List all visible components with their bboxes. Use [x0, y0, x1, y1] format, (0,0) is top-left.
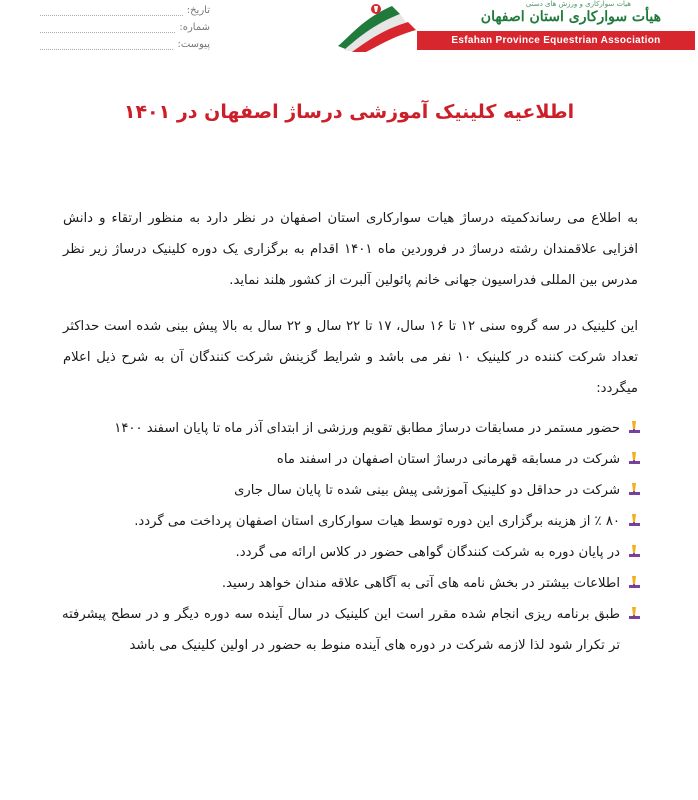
association-subtitle: هیأت سوارکاری و ورزش های دستی [525, 0, 631, 8]
pencil-icon [626, 605, 642, 621]
pencil-icon [626, 543, 642, 559]
pencil-icon [626, 574, 642, 590]
attachment-line [40, 40, 173, 50]
list-item [62, 599, 642, 661]
announcement-title: اطلاعیه کلینیک آموزشی درساژ اصفهان در ۱۴۰۱ [123, 101, 575, 123]
date-line [40, 6, 183, 16]
list-item-text: اطلاعات بیشتر در بخش نامه های آتی به آگاهی علاقه مندان خواهد رسید. [221, 576, 620, 591]
attachment-label: پیوست: [177, 39, 210, 50]
list-item-text: طبق برنامه ریزی انجام شده مقرر است این کلینیک در سال آینده سه دوره دیگر و در سطح پیشرفته تر تکرار شود لذا لازمه شرکت در دوره های آینده منوط به حضور در اولین کلینیک می باشد [62, 607, 620, 653]
list-item [62, 537, 642, 568]
association-name-en: Esfahan Province Equestrian Association [417, 31, 695, 50]
list-item [62, 475, 642, 506]
date-label: تاریخ: [186, 5, 210, 16]
date-field [40, 2, 210, 19]
list-item [62, 444, 642, 475]
number-field [40, 19, 210, 36]
association-name-fa: هیأت سوارکاری استان اصفهان [480, 9, 661, 25]
pencil-icon [626, 450, 642, 466]
attachment-field [40, 36, 210, 53]
conditions-list [62, 413, 642, 661]
conditions-paragraph: این کلینیک در سه گروه سنی ۱۲ تا ۱۶ سال، ۱۷ تا ۲۲ سال و ۲۲ سال به بالا پیش بینی شده است حداکثر تعداد شرکت کننده در کلینیک ۱۰ نفر می باشد و شرایط گزینش شرکت کنندگان آن به شرح ذیل اعلام میگردد: [63, 319, 639, 396]
list-item-text: در پایان دوره به شرکت کنندگان گواهی حضور در کلاس ارائه می گردد. [235, 545, 620, 560]
list-item-text: حضور مستمر در مسابقات درساژ مطابق تقویم ورزشی از ابتدای آذر ماه تا پایان اسفند ۱۴۰۰ [114, 421, 620, 436]
letter-meta-fields [40, 2, 210, 53]
list-item [62, 413, 642, 444]
number-label: شماره: [179, 22, 210, 33]
number-line [40, 23, 175, 33]
list-item [62, 568, 642, 599]
pencil-icon [626, 419, 642, 435]
list-item-text: شرکت در حداقل دو کلینیک آموزشی پیش بینی شده تا پایان سال جاری [234, 483, 620, 498]
list-item [62, 506, 642, 537]
list-item-text: شرکت در مسابقه قهرمانی درساژ استان اصفهان در اسفند ماه [276, 452, 620, 467]
pencil-icon [626, 481, 642, 497]
intro-paragraph: به اطلاع می رساندکمیته درساژ هیات سوارکاری استان اصفهان در نظر دارد به منظور ارتقاء و دانش افزایی علاقمندان رشته درساژ در فروردین ماه ۱۴۰۱ اقدام به برگزاری یک دوره کلینیک درساژ زیر نظر مدرس بین المللی فدراسیون جهانی خانم پائولین آلبرت از کشور هلند نماید. [63, 211, 638, 288]
flag-emblem-icon [330, 0, 420, 52]
pencil-icon [626, 512, 642, 528]
list-item-text: ۸۰ ٪ از هزینه برگزاری این دوره توسط هیات سوارکاری استان اصفهان پرداخت می گردد. [134, 514, 620, 529]
association-letterhead [330, 0, 695, 52]
